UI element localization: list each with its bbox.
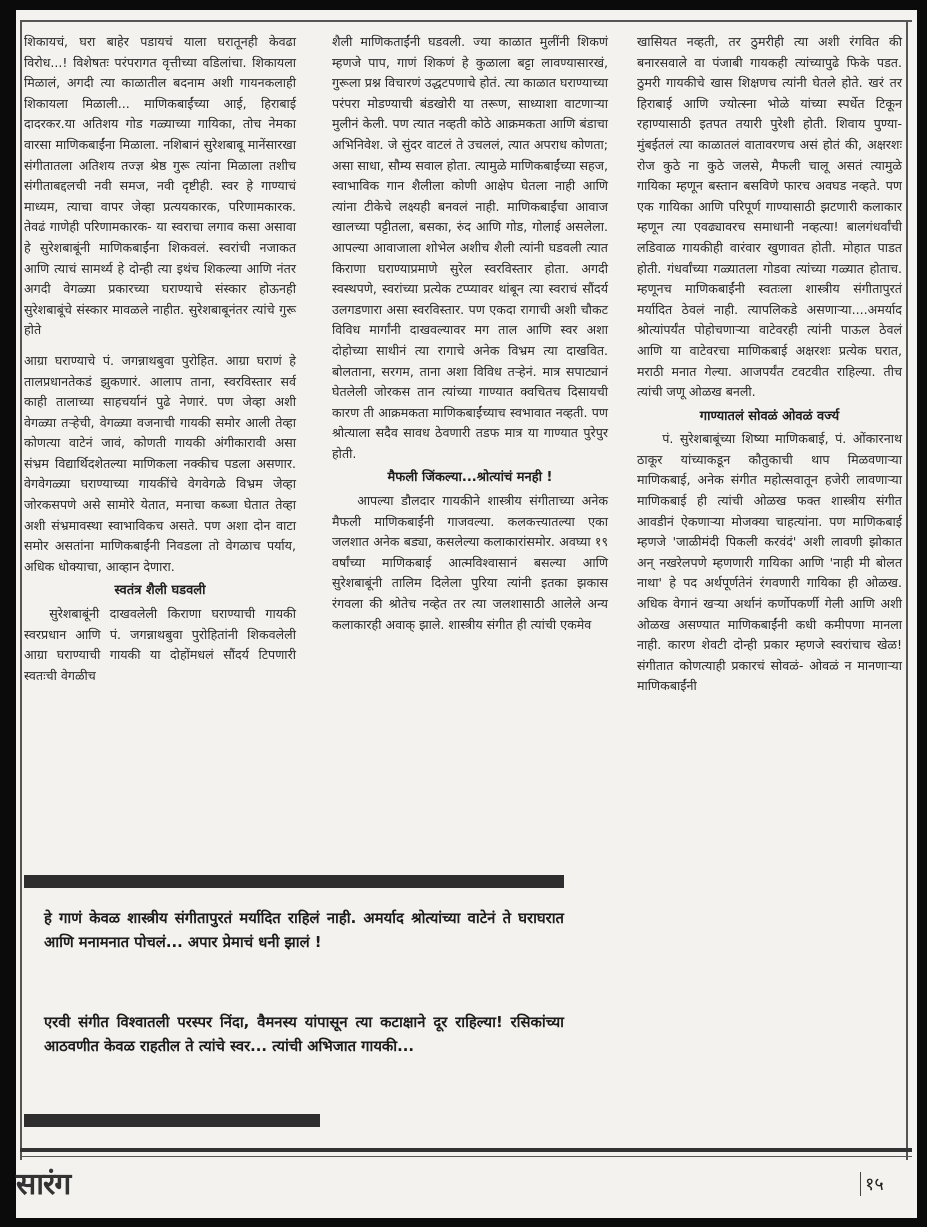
scan-border-bottom [0, 1218, 927, 1227]
pull-quote: हे गाणं केवळ शास्त्रीय संगीतापुरतं मर्यादित राहिलं नाही. अमर्याद श्रोत्यांच्या वाटेनं ते घराघरात आणि मनामनात पोचलं... अपार प्रेमाचं धनी झालं ! [44, 910, 564, 951]
section-heading: गाण्यातलं सोवळं ओवळं वर्ज्य [699, 408, 840, 424]
frame-rule-top [20, 20, 912, 22]
article-column-2 [332, 32, 608, 635]
paragraph: आग्रा घराण्याचे पं. जगन्नाथबुवा पुरोहित. आग्रा घराणं हे तालप्रधानतेकडं झुकणारं. आलाप ताना, स्वरविस्तार सर्व काही तालाच्या साहचर्यानं पुढे नेणारं. पण जेव्हा अशी वेगळ्या तऱ्हेची, वेगळ्या वजनाची गायकी समोर आली तेव्हा कोणत्या वाटेनं जावं, कोणती गायकी अंगीकारावी असा संभ्रम विद्यार्थिदशेतल्या माणिकला नक्कीच पडला असणार. वेगवेगळ्या घराण्याच्या गायकींचे वेगवेगळे विभ्रम जेव्हा जोरकसपणे असे सामोरे येतात, मनाचा कब्जा घेतात तेव्हा अशी संभ्रमावस्था स्वाभाविकच असते. पण अशा दोन वाटा समोर असतांना माणिकबाईंनी निवडला तो वेगळाच पर्याय, अधिक धोक्याचा, आव्हान देणारा. [24, 352, 296, 574]
section-heading: स्वतंत्र शैली घडवली [114, 583, 206, 599]
pull-quote: एरवी संगीत विश्वातली परस्पर निंदा, वैमनस्य यांपासून त्या कटाक्षाने दूर राहिल्या! रसिकांच्या आठवणीत केवळ राहतील ते त्यांचे स्वर... त्यांची अभिजात गायकी... [44, 1014, 564, 1055]
footer-rule-thin [20, 1156, 912, 1157]
paragraph: शैली माणिकताईंनी घडवली. ज्या काळात मुलींनी शिकणं म्हणजे पाप, गाणं शिकणं हे कुळाला बट्टा लावण्यासारखं, गुरूला प्रश्न विचारणं उद्धटपणाचे होतं. त्या काळात घराण्याच्या परंपरा मोडण्याची बंडखोरी या तरूण, साध्याशा वाटणाऱ्या मुलीनं केली. पण त्यात नव्हती कोठे आक्रमकता आणि बंडाचा अभिनिवेश. जे सुंदर वाटलं ते उचललं, त्यात अपराध कोणता; असा साधा, सौम्य सवाल होता. त्यामुळे माणिकबाईंच्या सहज, स्वाभाविक गान शैलीला कोणी आक्षेप घेतला नाही आणि त्यांना टीकेचे लक्ष्यही बनवलं नाही. माणिकबाईंचा आवाज खालच्या पट्टीतला, बसका, रुंद आणि गोड, गोलाई असलेला. आपल्या आवाजाला शोभेल अशीच शैली त्यांनी घडवली त्यात किराणा घराण्याप्रमाणे सुरेल स्वरविस्तार होता. अगदी स्वस्थपणे, स्वरांच्या प्रत्येक टप्प्यावर थांबून त्या स्वराचं सौंदर्य उलगडणारा असा स्वरविस्तार. पण एकदा रागाची अशी चौकट विविध मार्गांनी दाखवल्यावर मग ताल आणि स्वर अशा दोहोच्या साथीनं त्या रागाचे अनेक विभ्रम त्या दाखवित. बोलताना, सरगम, ताना अशा विविध तऱ्हेनं. मात्र सपाट्यानं घेतलेली जोरकस तान त्यांच्या गाण्यात क्वचितच दिसायची कारण ती आक्रमकता माणिकबाईंच्याच स्वभावात नव्हती. पण श्रोत्याला सदैव सावध ठेवणारी तडफ मात्र या गाण्यात पुरेपुर होती. [332, 34, 608, 461]
paragraph: आपल्या डौलदार गायकीने शास्त्रीय संगीताच्या अनेक मैफली माणिकबाईंनी गाजवल्या. कलकत्त्यातल्या एका जलशात अनेक बड्या, कसलेल्या कलाकारांसमोर. अवघ्या १९ वर्षांच्या माणिकबाई आत्मविश्वासानं बसल्या आणि सुरेशबाबूंनी तालिम दिलेला पुरिया त्यांनी इतका झकास रंगवला की श्रोतेच नव्हेत तर त्या जलशासाठी आलेले अन्य कलाकारही अवाक् झाले. शास्त्रीय संगीत ही त्यांची एकमेव [332, 493, 608, 632]
pull-quote-rule-top [24, 875, 564, 888]
frame-rule-right [906, 20, 908, 1160]
scan-border-right [917, 0, 927, 1227]
frame-rule-left [20, 20, 22, 1160]
pull-quote-rule-bottom [24, 1114, 320, 1127]
paragraph: पं. सुरेशबाबूंच्या शिष्या माणिकबाई, पं. ओंकारनाथ ठाकूर यांच्याकडून कौतुकाची थाप मिळवणाऱ्या माणिकबाई, अनेक संगीत महोत्सवातून हजेरी लावणाऱ्या माणिकबाई ही त्यांची ओळख फक्त शास्त्रीय संगीत आवडीनं ऐकणाऱ्या मोजक्या चाहत्यांना. पण माणिकबाई म्हणजे 'जाळीमंदी पिकली करवंदं' अशी लावणी झोकात अन् नखरेलपणे म्हणणारी गायिका आणि 'नाही मी बोलत नाथा' हे पद अर्थपूर्णतेनं रंगवणारी गायिका ही ओळख. अधिक वेगानं खऱ्या अर्थानं कर्णोपकर्णी गेली आणि अशी ओळख असण्यात माणिकबाईंनी कधी कमीपणा मानला नाही. कारण शेवटी दोन्ही प्रकार म्हणजे स्वरांचाच खेळ! संगीतात कोणत्याही प्रकारचं सोवळं- ओवळं न मानणाऱ्या माणिकबाईंनी [637, 431, 902, 694]
publication-masthead: सारंग [16, 1167, 71, 1202]
article-column-3 [637, 32, 902, 697]
section-heading: मैफली जिंकल्या...श्रोत्यांचं मनही ! [387, 470, 553, 486]
page-number: १५ [860, 1172, 884, 1196]
scan-border-left [0, 0, 16, 1227]
article-column-1 [24, 32, 296, 686]
paragraph: शिकायचं, घरा बाहेर पडायचं याला घरातूनही केवढा विरोध...! विशेषतः परंपरागत वृत्तीच्या वडिलांचा. शिकायला मिळालं, अगदी त्या काळातील बदनाम अशी गायनकलाही शिकायला मिळाली... माणिकबाईंच्या आई, हिराबाई दादरकर.या अतिशय गोड गळ्याच्या गायिका, तोच नेमका वारसा माणिकबाईंना मिळाला. नशिबानं सुरेशबाबू मानेंसारखा संगीतातला अतिशय तज्ज्ञ श्रेष्ठ गुरू त्यांना मिळाला तशीच संगीताबद्दलची नवी समज, नवी दृष्टीही. स्वर हे गाण्याचं माध्यम, त्याचा वापर जेव्हा प्रत्ययकारक, परिणामकारक. तेवढं गाणेही परिणामकारक- या स्वराचा लगाव कसा असावा हे सुरेशबाबूंनी माणिकबाईंना शिकवलं. स्वरांची नजाकत आणि त्याचं सामर्थ्य हे दोन्ही त्या इथंच शिकल्या आणि नंतर अगदी वेगळ्या प्रकारच्या घराण्याचे संस्कार होऊनही सुरेशबाबूंचे संस्कार मावळले नाहीत. सुरेशबाबूनंतर त्यांचे गुरू होते [24, 34, 296, 338]
paragraph: खासियत नव्हती, तर ठुमरीही त्या अशी रंगवित की बनारसवाले वा पंजाबी गायकही त्यांच्यापुढे फिके पडत. ठुमरी गायकीचे खास शिक्षणच त्यांनी घेतले होते. खरं तर हिराबाई आणि ज्योत्स्ना भोळे यांच्या स्पर्धेत टिकून रहाण्यासाठी इतपत तयारी पुरेशी होती. शिवाय पुण्या-मुंबईतलं त्या काळातलं वातावरणच असं होतं की, अक्षरशः रोज कुठे ना कुठे जलसे, मैफली चालू असतं त्यामुळे गायिका म्हणून बस्तान बसविणे फारच अवघड नव्हते. पण एक गायिका आणि परिपूर्ण गाण्यासाठी झटणारी कलाकार म्हणून त्या एवढ्यावरच समाधानी नव्हत्या! बालगंधर्वांची लडिवाळ गायकीही वारंवार खुणावत होती. मोहात पाडत होती. गंधर्वांच्या गळ्यातला गोडवा त्यांच्या गळ्यात होताच. म्हणूनच माणिकबाईंनी स्वतःला शास्त्रीय संगीतापुरतं मर्यादित ठेवलं नाही. त्यापलिकडे असणाऱ्या....अमर्याद श्रोत्यांपर्यंत पोहोचणाऱ्या वाटेवरही त्यांनी पाऊल ठेवलं आणि या वाटेवरचा माणिकबाई अक्षरशः प्रत्येक घरात, मराठी मनात गेल्या. आजपर्यंत टवटवीत राहिल्या. तीच त्यांची जणू ओळख बनली. [637, 34, 902, 400]
paragraph: सुरेशबाबूंनी दाखवलेली किराणा घराण्याची गायकी स्वरप्रधान आणि पं. जगन्नाथबुवा पुरोहितांनी शिकवलेली आग्रा घराण्याची गायकी या दोहोंमधलं सौंदर्य टिपणारी स्वतःची वेगळीच [24, 606, 296, 683]
footer-rule-thick [20, 1148, 912, 1152]
